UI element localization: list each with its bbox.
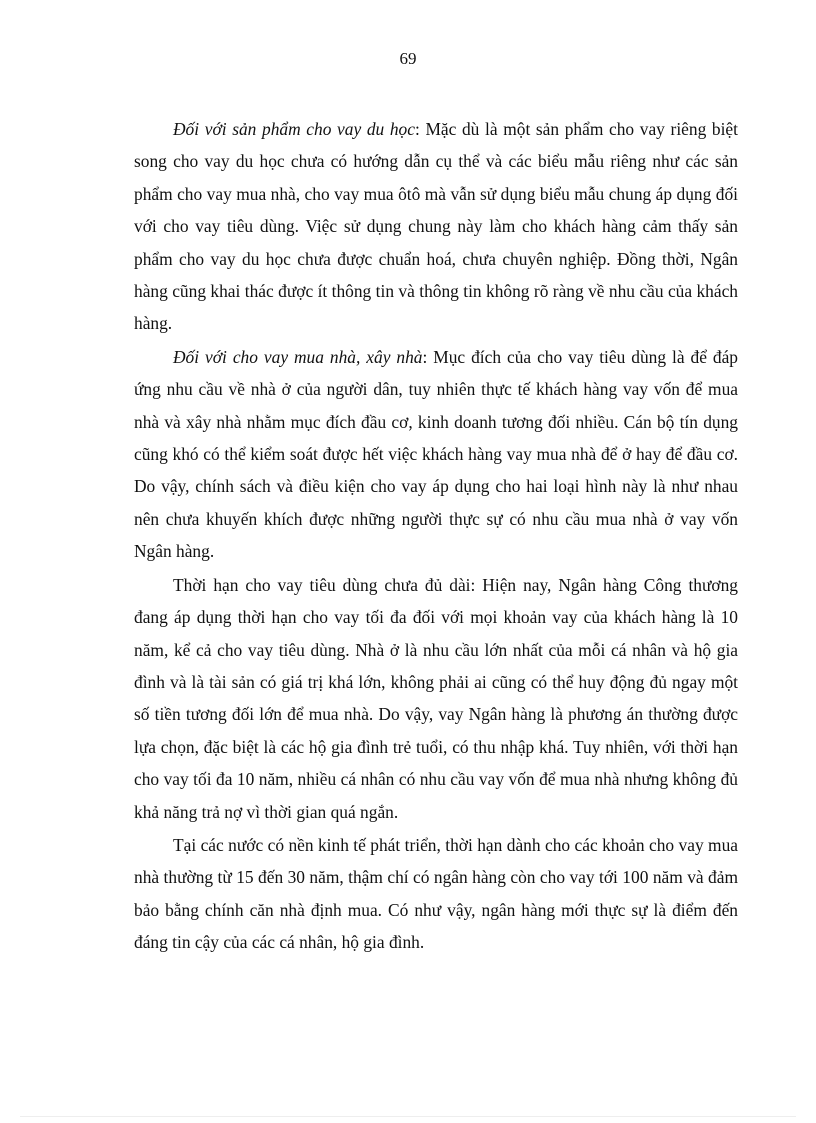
paragraph-text: Tại các nước có nền kinh tế phát triển, thời hạn dành cho các khoản cho vay mua nhà thường từ 15 đến 30 năm, thậm chí có ngân hàng còn cho vay tới 100 năm và đảm bảo bằng chính căn nhà định mua. Có như vậy, ngân hàng mới thực sự là điểm đến đáng tin cậy của các cá nhân, hộ gia đình. xyxy=(134,834,738,953)
body-text xyxy=(134,113,738,959)
paragraph-developed-countries xyxy=(134,829,738,959)
paragraph-text: Thời hạn cho vay tiêu dùng chưa đủ dài: Hiện nay, Ngân hàng Công thương đang áp dụng thời hạn cho vay tối đa đối với mọi khoản vay của khách hàng là 10 năm, kể cả cho vay tiêu dùng. Nhà ở là nhu cầu lớn nhất của mỗi cá nhân và hộ gia đình và là tài sản có giá trị khá lớn, không phải ai cũng có thể huy động đủ ngay một số tiền tương đối lớn để mua nhà. Do vậy, vay Ngân hàng là phương án thường được lựa chọn, đặc biệt là các hộ gia đình trẻ tuổi, có thu nhập khá. Tuy nhiên, với thời hạn cho vay tối đa 10 năm, nhiều cá nhân có nhu cầu vay vốn để mua nhà nhưng không đủ khả năng trả nợ vì thời gian quá ngắn. xyxy=(134,574,738,822)
paragraph-study-abroad-loans xyxy=(134,113,738,340)
paragraph-text: : Mặc dù là một sản phẩm cho vay riêng biệt song cho vay du học chưa có hướng dẫn cụ thể và các biểu mẫu riêng như các sản phẩm cho vay mua nhà, cho vay mua ôtô mà vẫn sử dụng biểu mẫu chung áp dụng đối với cho vay tiêu dùng. Việc sử dụng chung này làm cho khách hàng cảm thấy sản phẩm cho vay du học chưa được chuẩn hoá, chưa chuyên nghiệp. Đồng thời, Ngân hàng cũng khai thác được ít thông tin và thông tin không rõ ràng về nhu cầu của khách hàng. xyxy=(134,119,738,334)
paragraph-lead-italic: Đối với sản phẩm cho vay du học xyxy=(173,119,415,139)
paragraph-lead-italic: Đối với cho vay mua nhà, xây nhà xyxy=(173,346,423,367)
paragraph-loan-term xyxy=(134,569,738,828)
paragraph-home-purchase-loans xyxy=(134,341,738,568)
page-bottom-divider xyxy=(20,1116,796,1117)
paragraph-text: : Mục đích của cho vay tiêu dùng là để đáp ứng nhu cầu về nhà ở của người dân, tuy nhiên thực tế khách hàng vay vốn để mua nhà và xây nhà nhằm mục đích đầu cơ, kinh doanh tương đối nhiều. Cán bộ tín dụng cũng khó có thể kiểm soát được hết việc khách hàng vay mua nhà để ở hay để đầu cơ. Do vậy, chính sách và điều kiện cho vay áp dụng cho hai loại hình này là như nhau nên chưa khuyến khích được những người thực sự có nhu cầu mua nhà ở vay vốn Ngân hàng. xyxy=(134,346,738,562)
page-number: 69 xyxy=(399,49,417,68)
